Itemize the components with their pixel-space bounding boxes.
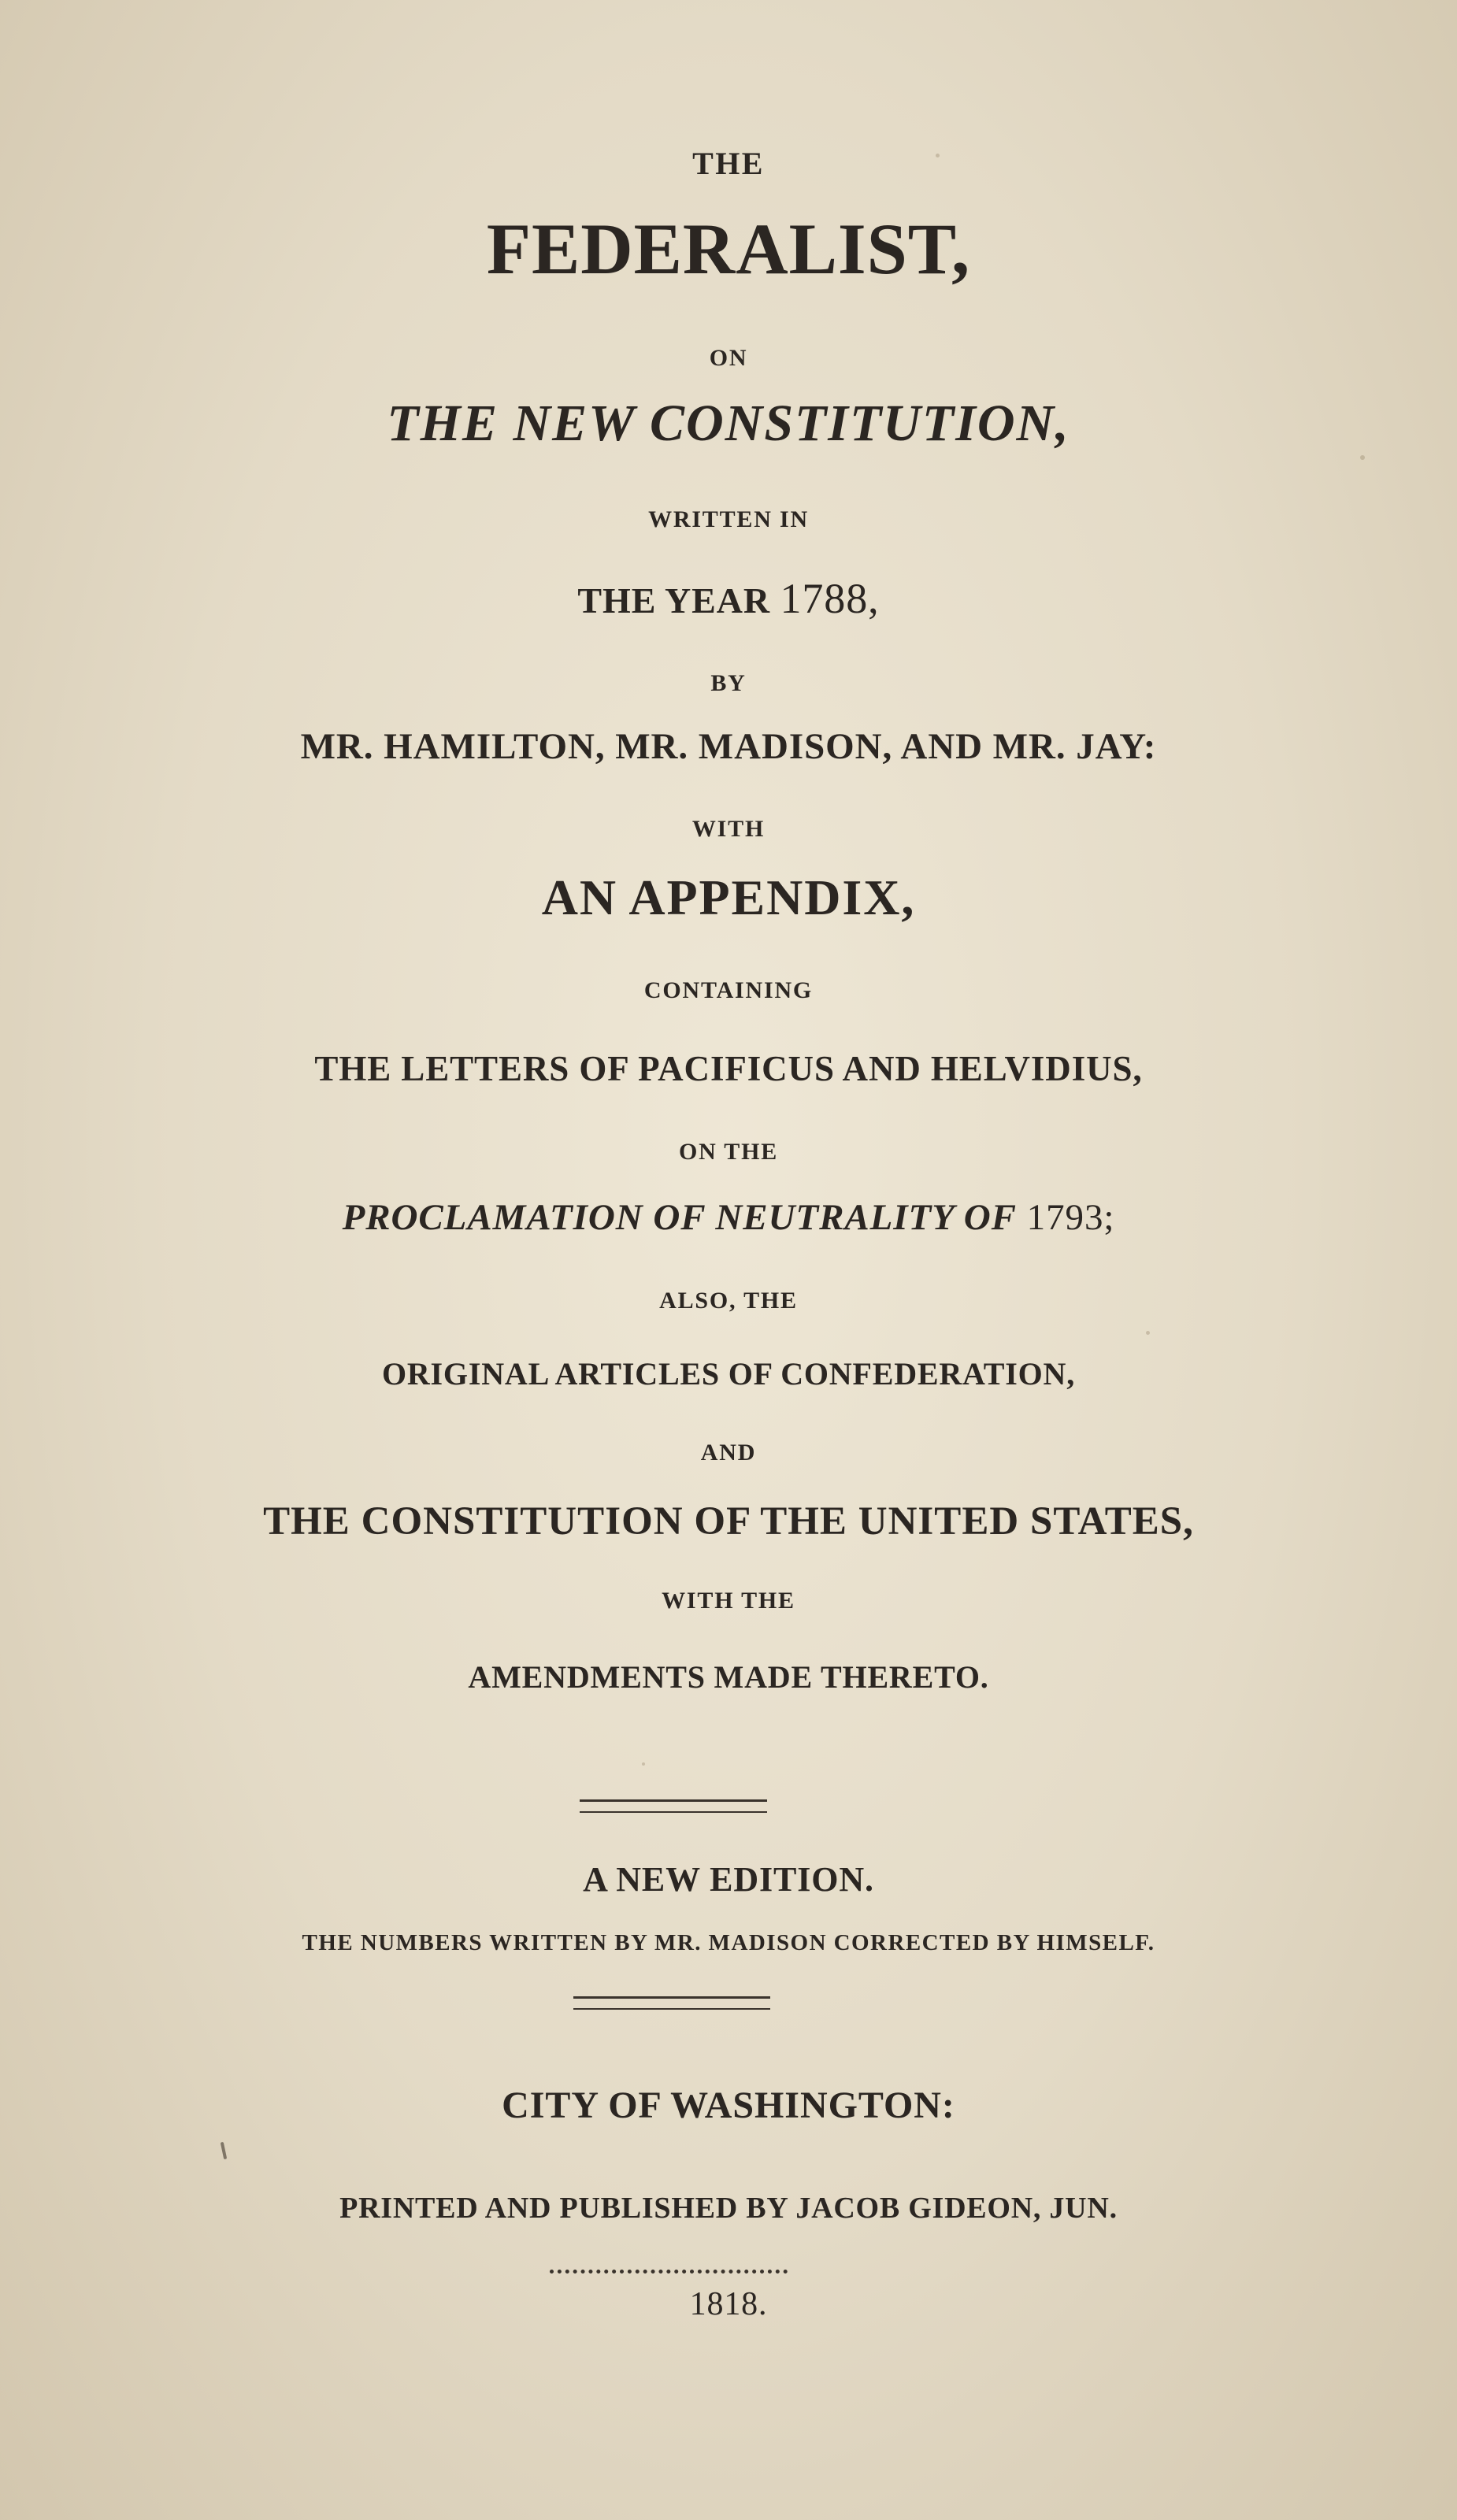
- city-line: CITY OF WASHINGTON:: [502, 2085, 955, 2126]
- letters-line: THE LETTERS OF PACIFICUS AND HELVIDIUS,: [314, 1049, 1143, 1088]
- paper-speck: [642, 1762, 645, 1766]
- appendix-heading: AN APPENDIX,: [541, 869, 916, 925]
- and-label: AND: [700, 1440, 757, 1466]
- on-the-label: ON THE: [678, 1139, 779, 1165]
- the-label: THE: [692, 146, 765, 181]
- authors: MR. HAMILTON, MR. MADISON, AND MR. JAY:: [300, 726, 1157, 767]
- paper-speck: [1146, 1331, 1150, 1335]
- with-label: WITH: [691, 816, 766, 842]
- written-in-label: WRITTEN IN: [648, 506, 809, 532]
- publication-year: 1818.: [689, 2286, 768, 2322]
- year-line-prefix: THE YEAR: [577, 580, 771, 621]
- constitution-line: THE CONSTITUTION OF THE UNITED STATES,: [263, 1499, 1194, 1544]
- with-the-label: WITH THE: [662, 1588, 795, 1614]
- year-line: [0, 577, 1457, 620]
- publisher-line: PRINTED AND PUBLISHED BY JACOB GIDEON, JUN.: [339, 2192, 1118, 2225]
- by-label: BY: [710, 670, 747, 696]
- paper-speck: [1360, 455, 1365, 460]
- on-label: ON: [709, 345, 748, 371]
- dotted-rule: [550, 2270, 788, 2274]
- edition-line: A NEW EDITION.: [583, 1860, 874, 1899]
- amendments-line: AMENDMENTS MADE THERETO.: [468, 1659, 989, 1695]
- subject-title: THE NEW CONSTITUTION,: [387, 395, 1070, 452]
- also-the-label: ALSO, THE: [659, 1288, 798, 1314]
- containing-label: CONTAINING: [643, 977, 814, 1003]
- pencil-mark: [221, 2142, 227, 2159]
- book-title: FEDERALIST,: [486, 209, 971, 289]
- articles-line: ORIGINAL ARTICLES OF CONFEDERATION,: [381, 1356, 1076, 1392]
- proclamation-year: 1793;: [1026, 1197, 1115, 1238]
- proclamation-text: PROCLAMATION OF NEUTRALITY OF: [342, 1197, 1017, 1238]
- double-rule-top: [580, 1799, 767, 1813]
- proclamation-line: [0, 1199, 1457, 1236]
- edition-note: THE NUMBERS WRITTEN BY MR. MADISON CORRECTED BY HIMSELF.: [302, 1930, 1155, 1955]
- double-rule-bottom: [573, 1996, 770, 2010]
- year-line-year: 1788,: [780, 575, 880, 622]
